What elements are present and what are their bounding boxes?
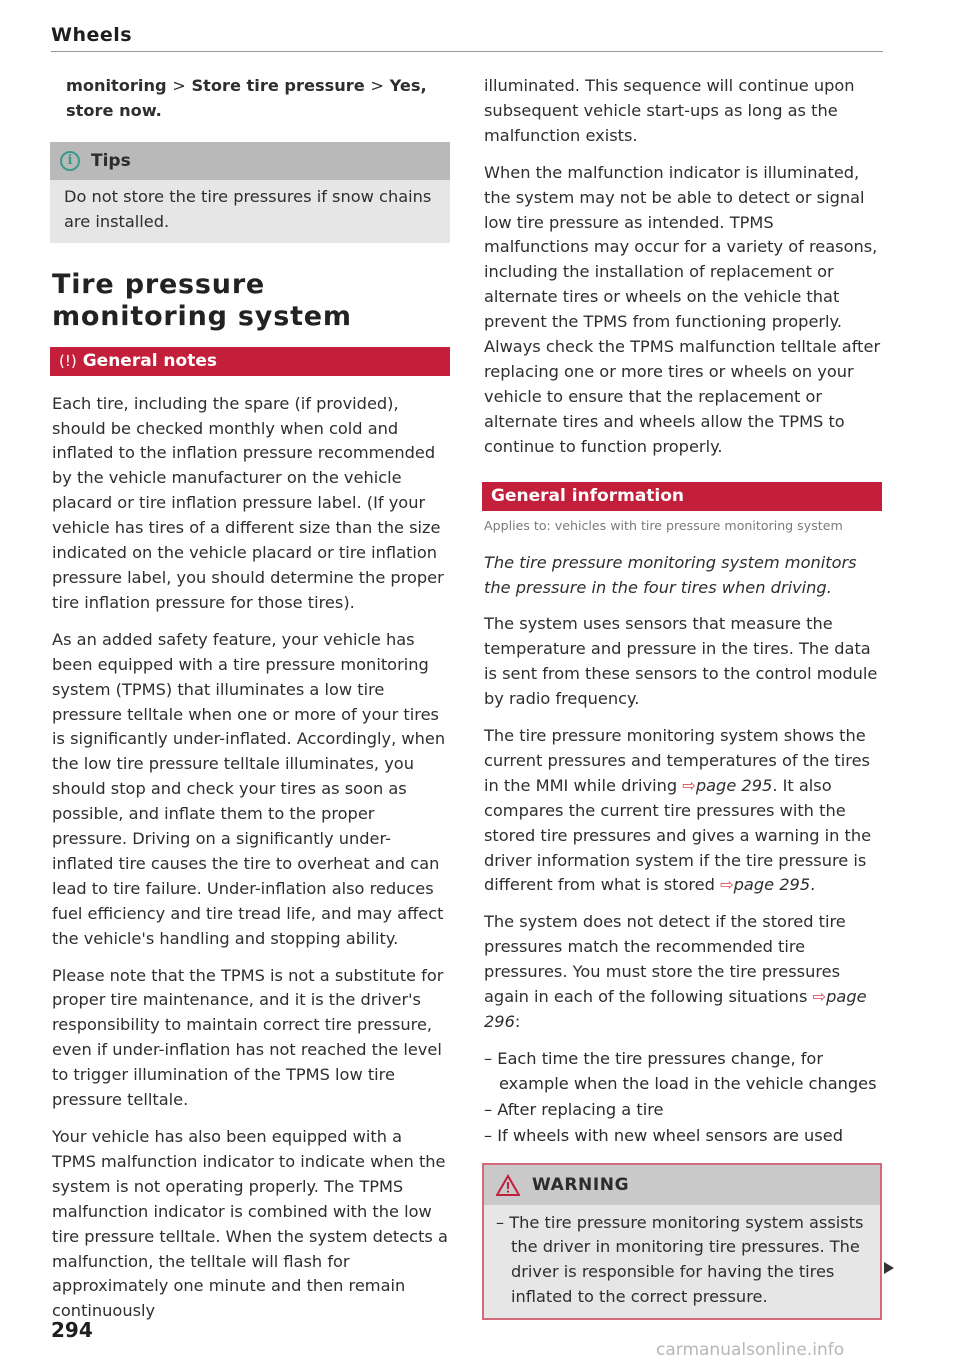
menu-path-step-1: monitoring <box>66 76 167 95</box>
notes-paragraph: As an added safety feature, your vehicle has been equipped with a tire pressure monitoring system (TPMS) that illuminates a low tire pressure telltale when one or more of your tires is significantly under-inflated. Accordingly, when the low tire pressure telltale illuminates, you should stop and check your tires as soon as possible, and inflate them to the proper pressure. Driving on a significantly under-inflated tire causes the tire to overheat and can lead to tire failure. Under-inflation also reduces fuel efficiency and tire tread life, and may affect the vehicle's handling and stopping ability. <box>52 629 446 948</box>
warning-box <box>482 1163 882 1321</box>
page-number: 294 <box>51 1318 93 1342</box>
general-notes-title: General notes <box>82 351 217 372</box>
warning-triangle-icon <box>496 1174 520 1196</box>
store-paragraph <box>484 910 882 1035</box>
menu-path-separator: > <box>172 76 186 95</box>
page-reference-link[interactable]: page 295 <box>695 775 773 795</box>
store-text-a: The system does not detect if the stored tire pressures match the recommended tire pressures. You must store the tire pressures again in each of the following situations <box>484 912 846 1007</box>
warning-header <box>484 1165 880 1205</box>
store-text-b: : <box>514 1012 521 1031</box>
display-text-c: . <box>810 875 816 895</box>
general-information-title: General information <box>491 486 685 507</box>
notes-paragraph: Each tire, including the spare (if provided), should be checked monthly when cold and inflated to the inflation pressure recommended by the vehicle manufacturer on the vehicle placard or tire inflation pressure label. (If your vehicle has tires of a different size than the size indicated on the vehicle placard or tire inflation pressure label, you should determine the proper tire inflation pressure for those tires). <box>52 393 444 612</box>
info-circle-icon: i <box>60 151 80 171</box>
display-paragraph <box>484 724 882 898</box>
general-notes-heading <box>50 347 450 376</box>
link-arrow-icon: ⇨ <box>720 875 734 895</box>
menu-path <box>52 74 450 124</box>
display-text-b: . It also compares the current tire pressures with the stored tire pressures and gives a warning in the driver information system if the tire pressure is different from what is stored <box>484 775 872 895</box>
right-column <box>484 74 882 1320</box>
menu-path-step-2: Store tire pressure <box>191 76 365 95</box>
continued-paragraph: illuminated. This sequence will continue upon subsequent vehicle start-ups as long as the malfunction exists. <box>484 76 855 145</box>
notes-paragraph: Your vehicle has also been equipped with a TPMS malfunction indicator to indicate when the system is not operating properly. The TPMS malfunction indicator is combined with the low tire pressure telltale. When the system detects a malfunction, the telltale will flash for approximately one minute and then remain continuously <box>52 1127 448 1321</box>
situations-list <box>484 1047 882 1149</box>
sensors-paragraph: The system uses sensors that measure the temperature and pressure in the tires. The data is sent from these sensors to the control module by radio frequency. <box>484 614 878 709</box>
page-reference-link[interactable]: page 296 <box>484 987 867 1031</box>
menu-path-step-3: Yes, store now. <box>66 76 427 120</box>
list-item: – After replacing a tire <box>484 1099 664 1119</box>
malfunction-paragraph: When the malfunction indicator is illuminated, the system may not be able to detect or signal low tire pressure as intended. TPMS malfunctions may occur for a variety of reasons, including the installation of replacement or alternate tires or wheels on the vehicle that prevent the TPMS from functioning properly. Always check the TPMS malfunction telltale after replacing one or more tires or wheels on your vehicle to ensure that the replacement or alternate tires and wheels allow the TPMS to continue to function properly. <box>484 162 881 456</box>
intro-paragraph: The tire pressure monitoring system monitors the pressure in the four tires when driving. <box>484 552 857 597</box>
warning-body <box>484 1205 880 1319</box>
tips-box <box>50 142 450 243</box>
watermark: carmanualsonline.info <box>656 1340 845 1360</box>
menu-path-separator: > <box>370 76 384 95</box>
list-item: – If wheels with new wheel sensors are used <box>484 1125 843 1145</box>
chapter-title: Tire pressure monitoring system <box>52 268 352 332</box>
display-text-a: The tire pressure monitoring system shows the current pressures and temperatures of the tires in the MMI while driving <box>484 726 870 795</box>
page-reference-link[interactable]: page 295 <box>733 875 811 895</box>
warning-title: WARNING <box>532 1174 630 1195</box>
left-column <box>52 74 450 1336</box>
notes-paragraph: Please note that the TPMS is not a substitute for proper tire maintenance, and it is the driver's responsibility to maintain correct tire pressure, even if under-inflation has not reached the level to trigger illumination of the TPMS low tire pressure telltale. <box>52 965 444 1110</box>
exclamation-circle-icon: (!) <box>59 352 77 371</box>
link-arrow-icon: ⇨ <box>682 775 696 795</box>
list-item: – Each time the tire pressures change, for example when the load in the vehicle changes <box>484 1048 877 1093</box>
tips-title: Tips <box>91 150 131 171</box>
tips-text: Do not store the tire pressures if snow chains are installed. <box>64 186 432 231</box>
warning-text: – The tire pressure monitoring system assists the driver in monitoring tire pressures. The driver is responsible for having the tires inflated to the correct pressure. <box>496 1212 864 1307</box>
header-rule <box>51 51 883 52</box>
tips-header <box>50 142 450 180</box>
general-information-heading <box>482 482 882 511</box>
tips-body <box>50 180 450 243</box>
continue-arrow-icon <box>884 1262 894 1274</box>
applies-to-note: Applies to: vehicles with tire pressure monitoring system <box>484 517 843 533</box>
section-header-title: Wheels <box>51 24 133 46</box>
link-arrow-icon: ⇨ <box>812 987 827 1007</box>
